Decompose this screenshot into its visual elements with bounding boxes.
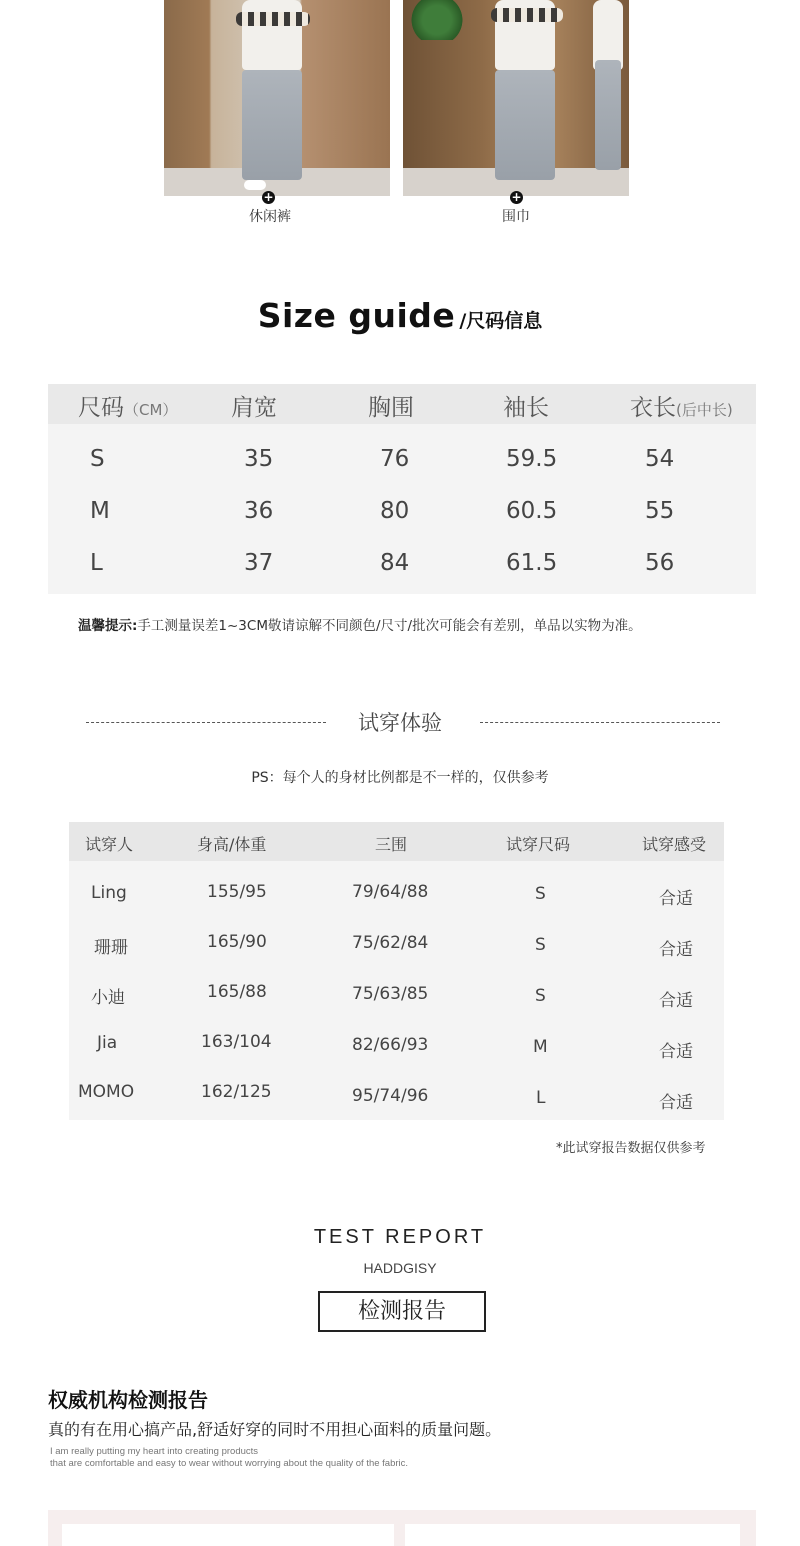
try-on-note: *此试穿报告数据仅供参考: [556, 1141, 706, 1156]
try-cell: 79/64/88: [352, 882, 429, 902]
try-cell: 75/62/84: [352, 933, 429, 953]
brand-name: HADDGISY: [363, 1260, 437, 1276]
try-cell: M: [533, 1037, 548, 1057]
size-guide-title-en: Size guide: [257, 296, 456, 335]
model-top: [242, 0, 302, 70]
try-cell: 163/104: [201, 1032, 272, 1052]
size-guide-title-cn: /尺码信息: [459, 310, 543, 332]
try-cell: 95/74/96: [352, 1086, 429, 1106]
add-pants-icon[interactable]: +: [263, 190, 274, 204]
try-cell: 75/63/85: [352, 984, 429, 1004]
try-on-ps: PS：每个人的身材比例都是不一样的，仅供参考: [251, 770, 549, 786]
size-cell: 55: [645, 498, 675, 524]
size-guide-title: [0, 296, 800, 335]
size-cell: 60.5: [506, 498, 558, 524]
size-header-sleeve: 袖长: [503, 395, 549, 421]
try-cell: 合适: [659, 1093, 693, 1113]
add-scarf-icon[interactable]: +: [511, 190, 522, 204]
try-cell: 合适: [659, 991, 693, 1011]
size-cell: S: [90, 446, 105, 472]
authority-report-title: 权威机构检测报告: [48, 1388, 208, 1412]
model-shoe: [244, 180, 266, 190]
size-cell: 84: [380, 550, 410, 576]
test-report-title: TEST REPORT: [313, 1226, 487, 1248]
try-cell: 155/95: [207, 882, 267, 902]
product-caption-pants: 休闲裤: [249, 209, 291, 225]
try-header-size: 试穿尺码: [506, 835, 571, 854]
try-cell: Ling: [91, 883, 127, 903]
model-reflection-pants: [595, 60, 621, 170]
size-tip: [78, 614, 642, 634]
try-cell: 162/125: [201, 1082, 272, 1102]
size-cell: 61.5: [506, 550, 558, 576]
try-on-table: [69, 822, 724, 1120]
test-report-button[interactable]: 检测报告: [318, 1291, 486, 1332]
size-cell: 37: [244, 550, 274, 576]
size-header-size: [78, 389, 177, 422]
size-header-length: [630, 389, 733, 422]
size-cell: M: [90, 498, 110, 524]
model-pants: [242, 70, 302, 180]
size-tip-text: 手工测量误差1~3CM敬请谅解不同颜色/尺寸/批次可能会有差别，单品以实物为准。: [137, 618, 642, 634]
try-cell: 小迪: [91, 988, 125, 1008]
try-cell: S: [535, 986, 546, 1006]
try-cell: 珊珊: [94, 938, 128, 958]
try-cell: L: [536, 1088, 546, 1108]
size-cell: 35: [244, 446, 274, 472]
scarf-stripes: [236, 12, 310, 26]
size-cell: 59.5: [506, 446, 558, 472]
try-cell: 165/88: [207, 982, 267, 1002]
try-cell: S: [535, 935, 546, 955]
authority-report-en-line1: I am really putting my heart into creating products: [50, 1446, 259, 1457]
try-cell: 合适: [659, 1042, 693, 1062]
try-header-measurements: 三围: [375, 835, 408, 854]
size-header-label: 衣长: [630, 395, 676, 421]
plant-decor: [407, 0, 467, 40]
product-photo-scarf[interactable]: [403, 0, 629, 196]
size-cell: 56: [645, 550, 675, 576]
size-table: [48, 384, 756, 594]
size-header-label: 尺码: [78, 395, 124, 421]
product-photo-pants[interactable]: [164, 0, 390, 196]
report-image-2[interactable]: [405, 1524, 740, 1546]
size-header-chest: 胸围: [368, 395, 414, 421]
scarf-stripes: [491, 8, 563, 22]
size-cell: 80: [380, 498, 410, 524]
try-cell: 合适: [659, 940, 693, 960]
try-cell: S: [535, 884, 546, 904]
try-header-height-weight: 身高/体重: [197, 835, 267, 854]
try-cell: 合适: [659, 889, 693, 909]
report-image-1[interactable]: [62, 1524, 394, 1546]
authority-report-en-line2: that are comfortable and easy to wear without worrying about the quality of the fabric.: [50, 1458, 409, 1469]
size-tip-label: 温馨提示:: [78, 618, 138, 634]
try-on-title: 试穿体验: [358, 711, 442, 735]
size-cell: L: [90, 550, 103, 576]
try-cell: MOMO: [78, 1082, 135, 1102]
try-header-person: 试穿人: [85, 835, 134, 854]
authority-report-desc: 真的有在用心搞产品,舒适好穿的同时不用担心面料的质量问题。: [48, 1420, 502, 1439]
size-header-shoulder: 肩宽: [231, 395, 277, 421]
product-caption-scarf: 围巾: [502, 209, 530, 225]
size-cell: 36: [244, 498, 274, 524]
try-header-feel: 试穿感受: [642, 835, 707, 854]
size-header-unit: （CM）: [124, 401, 178, 419]
try-cell: Jia: [97, 1033, 118, 1053]
size-cell: 76: [380, 446, 410, 472]
model-pants: [495, 70, 555, 180]
try-cell: 165/90: [207, 932, 267, 952]
size-cell: 54: [645, 446, 675, 472]
try-cell: 82/66/93: [352, 1035, 429, 1055]
size-header-note: (后中长): [676, 401, 733, 419]
